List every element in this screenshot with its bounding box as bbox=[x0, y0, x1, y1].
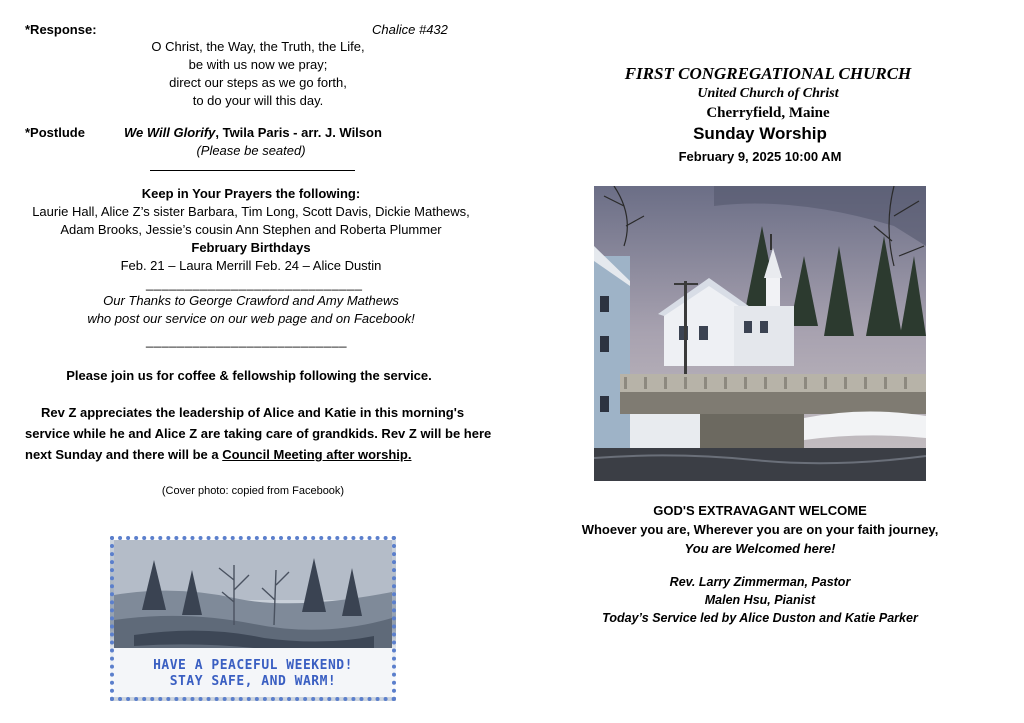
welcome-tagline: You are Welcomed here! bbox=[684, 541, 836, 556]
postlude-label: *Postlude bbox=[25, 125, 85, 140]
prayers-line: Laurie Hall, Alice Z’s sister Barbara, Tim Long, Scott Davis, Dickie Mathews, bbox=[32, 204, 470, 219]
rev-announcement bbox=[25, 402, 495, 465]
response-label: *Response: bbox=[25, 22, 97, 37]
welcome-heading: GOD'S EXTRAVAGANT WELCOME bbox=[653, 503, 867, 518]
pastor-name: Rev. Larry Zimmerman, Pastor bbox=[669, 575, 851, 589]
divider-line bbox=[150, 170, 355, 171]
bulletin-cover-panel bbox=[512, 0, 1024, 723]
church-bridge-photo bbox=[594, 186, 926, 481]
response-line: be with us now we pray; bbox=[188, 57, 328, 72]
staff-list bbox=[512, 573, 1008, 627]
card-line: HAVE A PEACEFUL WEEKEND! bbox=[153, 658, 353, 673]
response-line: direct our steps as we go forth, bbox=[169, 75, 347, 90]
welcome-message bbox=[512, 501, 1008, 558]
separator: ____________________________ bbox=[146, 276, 363, 291]
service-title: Sunday Worship bbox=[693, 124, 827, 143]
postlude-credit: , Twila Paris - arr. J. Wilson bbox=[215, 125, 382, 140]
thanks-line: Our Thanks to George Crawford and Amy Mathews bbox=[103, 293, 399, 308]
welcome-line: Whoever you are, Wherever you are on your faith journey, bbox=[581, 522, 939, 537]
prayers-line: Adam Brooks, Jessie’s cousin Ann Stephen and Roberta Plummer bbox=[60, 222, 442, 237]
thanks-line: who post our service on our web page and on Facebook! bbox=[87, 311, 415, 326]
card-line: STAY SAFE, AND WARM! bbox=[169, 674, 337, 689]
response-text bbox=[98, 38, 418, 110]
prayers-heading: Keep in Your Prayers the following: bbox=[141, 186, 361, 201]
winter-greeting-card bbox=[110, 536, 396, 701]
council-meeting-note: Council Meeting after worship. bbox=[222, 447, 412, 462]
church-name: FIRST CONGREGATIONAL CHURCH bbox=[624, 64, 912, 83]
church-town: Cherryfield, Maine bbox=[706, 105, 830, 121]
service-leaders: Today’s Service led by Alice Duston and Katie Parker bbox=[602, 611, 918, 625]
cover-photo-credit: (Cover photo: copied from Facebook) bbox=[161, 485, 345, 497]
separator: __________________________ bbox=[146, 333, 347, 348]
cover-photo bbox=[594, 186, 926, 481]
prayer-list bbox=[10, 185, 492, 275]
coffee-invite: Please join us for coffee & fellowship following the service. bbox=[66, 368, 432, 383]
thanks-note bbox=[20, 292, 482, 328]
service-date: February 9, 2025 10:00 AM bbox=[678, 149, 842, 164]
postlude-title: We Will Glorify bbox=[124, 125, 216, 140]
rev-line-prefix: next Sunday and there will be a bbox=[25, 447, 223, 462]
pianist-name: Malen Hsu, Pianist bbox=[704, 593, 816, 607]
birthdays-line: Feb. 21 – Laura Merrill Feb. 24 – Alice Dustin bbox=[120, 258, 382, 273]
rev-line: service while he and Alice Z are taking care of grandkids. Rev Z will be here bbox=[25, 426, 492, 441]
response-source: Chalice #432 bbox=[372, 22, 448, 37]
card-greeting bbox=[114, 658, 392, 690]
denomination: United Church of Christ bbox=[697, 86, 839, 101]
postlude-piece bbox=[124, 124, 382, 142]
response-line: O Christ, the Way, the Truth, the Life, bbox=[151, 39, 365, 54]
response-line: to do your will this day. bbox=[192, 93, 324, 108]
rev-line-3 bbox=[25, 444, 495, 465]
rev-line: Rev Z appreciates the leadership of Alice and Katie in this morning's bbox=[41, 405, 465, 420]
birthdays-heading: February Birthdays bbox=[191, 240, 311, 255]
postlude-note: (Please be seated) bbox=[196, 143, 306, 158]
